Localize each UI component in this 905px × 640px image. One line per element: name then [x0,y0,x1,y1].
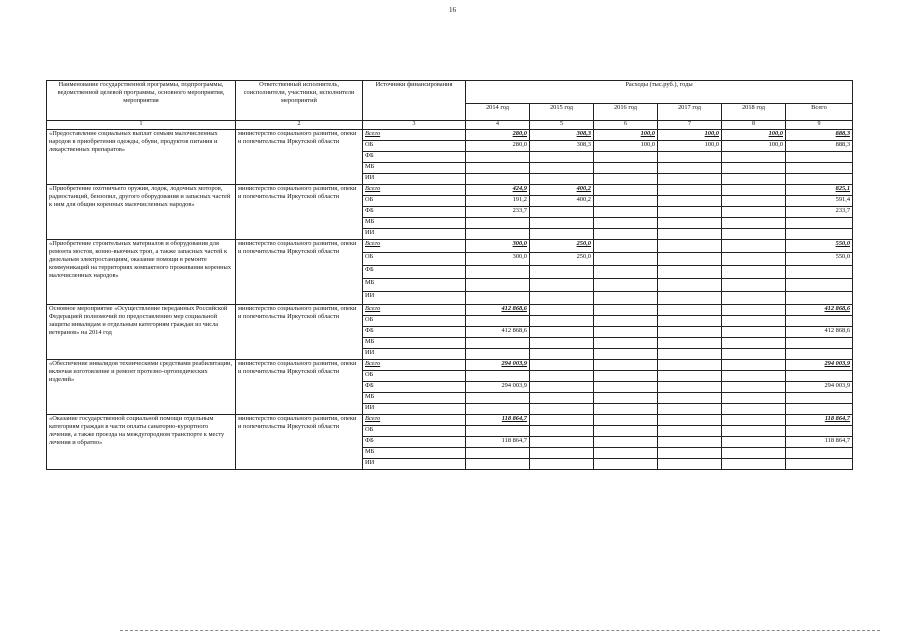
responsible-executor: министерство социального развития, опеки и попечительства Иркутской области [236,129,363,184]
value-cell [658,337,722,348]
total-value: 118 864,7 [824,414,851,422]
value-cell [658,447,722,458]
table-row [47,359,853,370]
value-cell [722,217,786,228]
value-cell [594,381,658,392]
value-cell [530,414,594,425]
total-value: 412 868,6 [824,326,851,334]
value-cell [530,278,594,291]
value-cell [530,447,594,458]
value-cell [530,195,594,206]
value-cell [786,458,853,469]
value-cell [594,403,658,414]
value-cell [786,381,853,392]
value-cell [530,217,594,228]
value-cell [722,206,786,217]
value-cell [786,184,853,195]
table-row [47,414,853,425]
value-cell [466,337,530,348]
value-cell [466,140,530,151]
value-cell [786,337,853,348]
value-cell [786,370,853,381]
activity-name: «Предоставление социальных выплат семьям малочисленных народов в приобретении одежды, обуви, продуктов питания и лекарственных препаратов» [47,129,236,184]
value-cell [466,359,530,370]
value-cell [722,184,786,195]
value-cell [530,458,594,469]
value-cell [658,392,722,403]
value-cell [658,252,722,265]
value-cell [466,403,530,414]
value-cell [594,140,658,151]
value-cell [594,195,658,206]
value-cell [722,151,786,162]
responsible-executor: министерство социального развития, опеки и попечительства Иркутской области [236,414,363,469]
total-value: 294 003,9 [824,381,851,389]
value-cell [658,425,722,436]
table-row [47,184,853,195]
column-number: 7 [658,121,722,130]
total-value: 294 003,9 [824,359,851,367]
funding-source: ОБ [363,425,466,436]
value-cell [658,151,722,162]
year-value: 191,2 [512,195,527,203]
funding-source: ОБ [363,252,466,265]
value-cell [594,315,658,326]
funding-source: Всего [363,129,466,140]
value-cell [722,265,786,278]
value-cell [530,348,594,359]
value-cell [722,278,786,291]
funding-source: ФБ [363,326,466,337]
year-value: 300,0 [512,252,527,260]
responsible-executor: министерство социального развития, опеки и попечительства Иркутской области [236,304,363,359]
value-cell [466,252,530,265]
value-cell [594,458,658,469]
value-cell [466,239,530,252]
header-total: Всего [786,104,853,121]
year-value: 100,0 [704,129,719,137]
column-number: 2 [236,121,363,130]
value-cell [530,228,594,239]
value-cell [594,239,658,252]
funding-source: ИИ [363,291,466,304]
value-cell [658,195,722,206]
value-cell [786,206,853,217]
year-value: 233,7 [512,206,527,214]
value-cell [786,403,853,414]
value-cell [594,278,658,291]
value-cell [594,173,658,184]
value-cell [722,326,786,337]
value-cell [786,392,853,403]
value-cell [722,425,786,436]
activity-name: «Обеспечение инвалидов техническими средствами реабилитации, включая изготовление и ремонт протезно-ортопедических изделий» [47,359,236,414]
value-cell [786,425,853,436]
funding-source: ОБ [363,140,466,151]
value-cell [466,228,530,239]
value-cell [530,392,594,403]
value-cell [786,140,853,151]
value-cell [530,425,594,436]
funding-source: ОБ [363,315,466,326]
funding-source: МБ [363,337,466,348]
year-value: 100,0 [640,129,655,137]
value-cell [530,403,594,414]
total-value: 233,7 [835,206,851,214]
total-value: 888,3 [835,140,851,148]
value-cell [594,129,658,140]
value-cell [594,326,658,337]
year-value: 412 868,6 [501,304,527,312]
header-responsible: Ответственный исполнитель, соисполнители, участники, исполнители мероприятий [236,81,363,121]
year-value: 250,0 [576,239,591,247]
value-cell [722,129,786,140]
funding-source: Всего [363,184,466,195]
value-cell [530,304,594,315]
value-cell [594,162,658,173]
year-value: 308,3 [576,140,591,148]
value-cell [658,359,722,370]
header-year: 2015 год [530,104,594,121]
value-cell [594,348,658,359]
year-value: 100,0 [640,140,655,148]
responsible-executor: министерство социального развития, опеки и попечительства Иркутской области [236,184,363,239]
funding-source: ИИ [363,228,466,239]
funding-source: ФБ [363,436,466,447]
value-cell [722,239,786,252]
value-cell [786,348,853,359]
value-cell [594,359,658,370]
responsible-executor: министерство социального развития, опеки и попечительства Иркутской области [236,359,363,414]
year-value: 308,3 [576,129,591,137]
funding-source: Всего [363,239,466,252]
value-cell [466,291,530,304]
value-cell [466,370,530,381]
value-cell [722,195,786,206]
value-cell [466,392,530,403]
activity-name: «Приобретение строительных материалов и оборудования для ремонта мостов, конно-вьючных троп, а также запасных частей к дизельным электростанциям, оказание помощи в ремонте коммуникаций на территориях компактного проживания коренных малочисленных народов» [47,239,236,304]
value-cell [594,414,658,425]
year-value: 294 003,9 [501,359,527,367]
value-cell [786,436,853,447]
value-cell [658,173,722,184]
value-cell [466,184,530,195]
value-cell [466,425,530,436]
value-cell [658,348,722,359]
value-cell [466,458,530,469]
value-cell [722,291,786,304]
value-cell [786,304,853,315]
value-cell [786,414,853,425]
value-cell [658,129,722,140]
value-cell [594,392,658,403]
value-cell [466,129,530,140]
total-value: 412 868,6 [824,304,851,312]
funding-source: ФБ [363,206,466,217]
header-year: 2018 год [722,104,786,121]
year-value: 424,9 [512,184,527,192]
value-cell [594,436,658,447]
value-cell [786,173,853,184]
value-cell [530,315,594,326]
value-cell [466,348,530,359]
value-cell [786,447,853,458]
value-cell [786,291,853,304]
year-value: 100,0 [768,129,783,137]
table-row [47,239,853,252]
value-cell [594,151,658,162]
value-cell [786,217,853,228]
value-cell [722,359,786,370]
value-cell [658,184,722,195]
funding-source: ИИ [363,403,466,414]
value-cell [530,436,594,447]
value-cell [530,370,594,381]
value-cell [594,425,658,436]
value-cell [594,265,658,278]
column-number: 3 [363,121,466,130]
value-cell [530,162,594,173]
year-value: 118 864,7 [501,436,527,444]
value-cell [658,206,722,217]
value-cell [594,217,658,228]
value-cell [658,304,722,315]
activity-name: Основное мероприятие «Осуществление переданных Российской Федерацией полномочий по предоставлению мер социальной защиты инвалидам и отдельным категориям граждан из числа ветеранов» на 2014 год [47,304,236,359]
column-number: 5 [530,121,594,130]
value-cell [722,252,786,265]
year-value: 280,0 [512,129,527,137]
value-cell [466,265,530,278]
value-cell [658,403,722,414]
value-cell [466,173,530,184]
value-cell [466,304,530,315]
funding-source: ОБ [363,370,466,381]
value-cell [530,206,594,217]
value-cell [722,392,786,403]
value-cell [658,228,722,239]
value-cell [466,151,530,162]
value-cell [722,436,786,447]
header-year: 2014 год [466,104,530,121]
value-cell [658,162,722,173]
value-cell [786,151,853,162]
funding-source: МБ [363,447,466,458]
value-cell [594,291,658,304]
year-value: 100,0 [704,140,719,148]
value-cell [722,304,786,315]
funding-source: Всего [363,359,466,370]
funding-source: ИИ [363,458,466,469]
year-value: 300,0 [512,239,527,247]
value-cell [722,370,786,381]
funding-table [46,80,853,470]
value-cell [530,326,594,337]
header-program-name: Наименование государственной программы, подпрограммы, ведомственной целевой программы, основного мероприятия, мероприятия [47,81,236,121]
year-value: 100,0 [768,140,783,148]
value-cell [658,239,722,252]
value-cell [530,359,594,370]
responsible-executor: министерство социального развития, опеки и попечительства Иркутской области [236,239,363,304]
value-cell [722,162,786,173]
funding-source: ИИ [363,173,466,184]
column-number: 9 [786,121,853,130]
value-cell [466,162,530,173]
value-cell [658,291,722,304]
value-cell [594,370,658,381]
value-cell [530,140,594,151]
year-value: 294 003,9 [501,381,527,389]
year-value: 400,2 [576,195,591,203]
funding-source: ФБ [363,381,466,392]
value-cell [466,315,530,326]
year-value: 118 864,7 [501,414,527,422]
value-cell [722,173,786,184]
value-cell [658,140,722,151]
value-cell [466,447,530,458]
value-cell [658,326,722,337]
value-cell [658,458,722,469]
total-value: 550,0 [835,239,851,247]
value-cell [658,414,722,425]
value-cell [722,228,786,239]
value-cell [530,291,594,304]
value-cell [786,252,853,265]
value-cell [466,326,530,337]
value-cell [530,265,594,278]
value-cell [786,228,853,239]
total-value: 591,4 [835,195,851,203]
value-cell [594,206,658,217]
value-cell [722,458,786,469]
value-cell [530,337,594,348]
value-cell [530,184,594,195]
funding-source: МБ [363,217,466,228]
value-cell [530,151,594,162]
total-value: 118 864,7 [824,436,851,444]
value-cell [722,403,786,414]
value-cell [466,195,530,206]
funding-source: МБ [363,392,466,403]
column-number: 1 [47,121,236,130]
value-cell [466,278,530,291]
activity-name: «Оказание государственной социальной помощи отдельным категориям граждан в части оплаты санаторно-курортного лечения, а также проезда на междугородном транспорте к месту лечения и обратно» [47,414,236,469]
value-cell [722,414,786,425]
funding-source: Всего [363,414,466,425]
total-value: 888,3 [835,129,851,137]
value-cell [530,129,594,140]
funding-source: ФБ [363,151,466,162]
table-body [47,129,853,469]
value-cell [786,162,853,173]
value-cell [594,252,658,265]
value-cell [466,217,530,228]
table-row [47,304,853,315]
table-row [47,129,853,140]
value-cell [786,315,853,326]
value-cell [658,217,722,228]
header-expenses: Расходы (тыс.руб.), годы [466,81,853,104]
value-cell [786,265,853,278]
total-value: 550,0 [835,252,851,260]
value-cell [530,252,594,265]
year-value: 280,0 [512,140,527,148]
value-cell [658,436,722,447]
value-cell [530,381,594,392]
value-cell [786,129,853,140]
value-cell [722,140,786,151]
value-cell [530,239,594,252]
value-cell [658,381,722,392]
header-year: 2017 год [658,104,722,121]
value-cell [722,348,786,359]
value-cell [594,228,658,239]
activity-name: «Приобретение охотничьего оружия, лодок, лодочных моторов, радиостанций, бензопил, другого оборудования и запасных частей к ним для общин коренных малочисленных народов» [47,184,236,239]
value-cell [594,304,658,315]
value-cell [658,370,722,381]
value-cell [722,315,786,326]
value-cell [466,436,530,447]
value-cell [594,184,658,195]
value-cell [594,447,658,458]
page-number: 16 [449,6,456,14]
column-number: 6 [594,121,658,130]
value-cell [722,447,786,458]
column-number: 8 [722,121,786,130]
funding-source: МБ [363,278,466,291]
value-cell [722,337,786,348]
value-cell [786,326,853,337]
value-cell [658,315,722,326]
value-cell [658,278,722,291]
value-cell [530,173,594,184]
value-cell [466,206,530,217]
total-value: 825,1 [835,184,851,192]
funding-source: Всего [363,304,466,315]
funding-source: МБ [363,162,466,173]
funding-source: ОБ [363,195,466,206]
year-value: 250,0 [576,252,591,260]
value-cell [594,337,658,348]
value-cell [786,278,853,291]
value-cell [722,381,786,392]
value-cell [786,359,853,370]
value-cell [658,265,722,278]
value-cell [466,414,530,425]
column-number: 4 [466,121,530,130]
header-sources: Источники финансирования [363,81,466,121]
value-cell [466,381,530,392]
year-value: 412 868,6 [501,326,527,334]
header-year: 2016 год [594,104,658,121]
year-value: 400,2 [576,184,591,192]
funding-source: ФБ [363,265,466,278]
value-cell [786,195,853,206]
scan-edge-line [120,630,880,632]
value-cell [786,239,853,252]
funding-source: ИИ [363,348,466,359]
